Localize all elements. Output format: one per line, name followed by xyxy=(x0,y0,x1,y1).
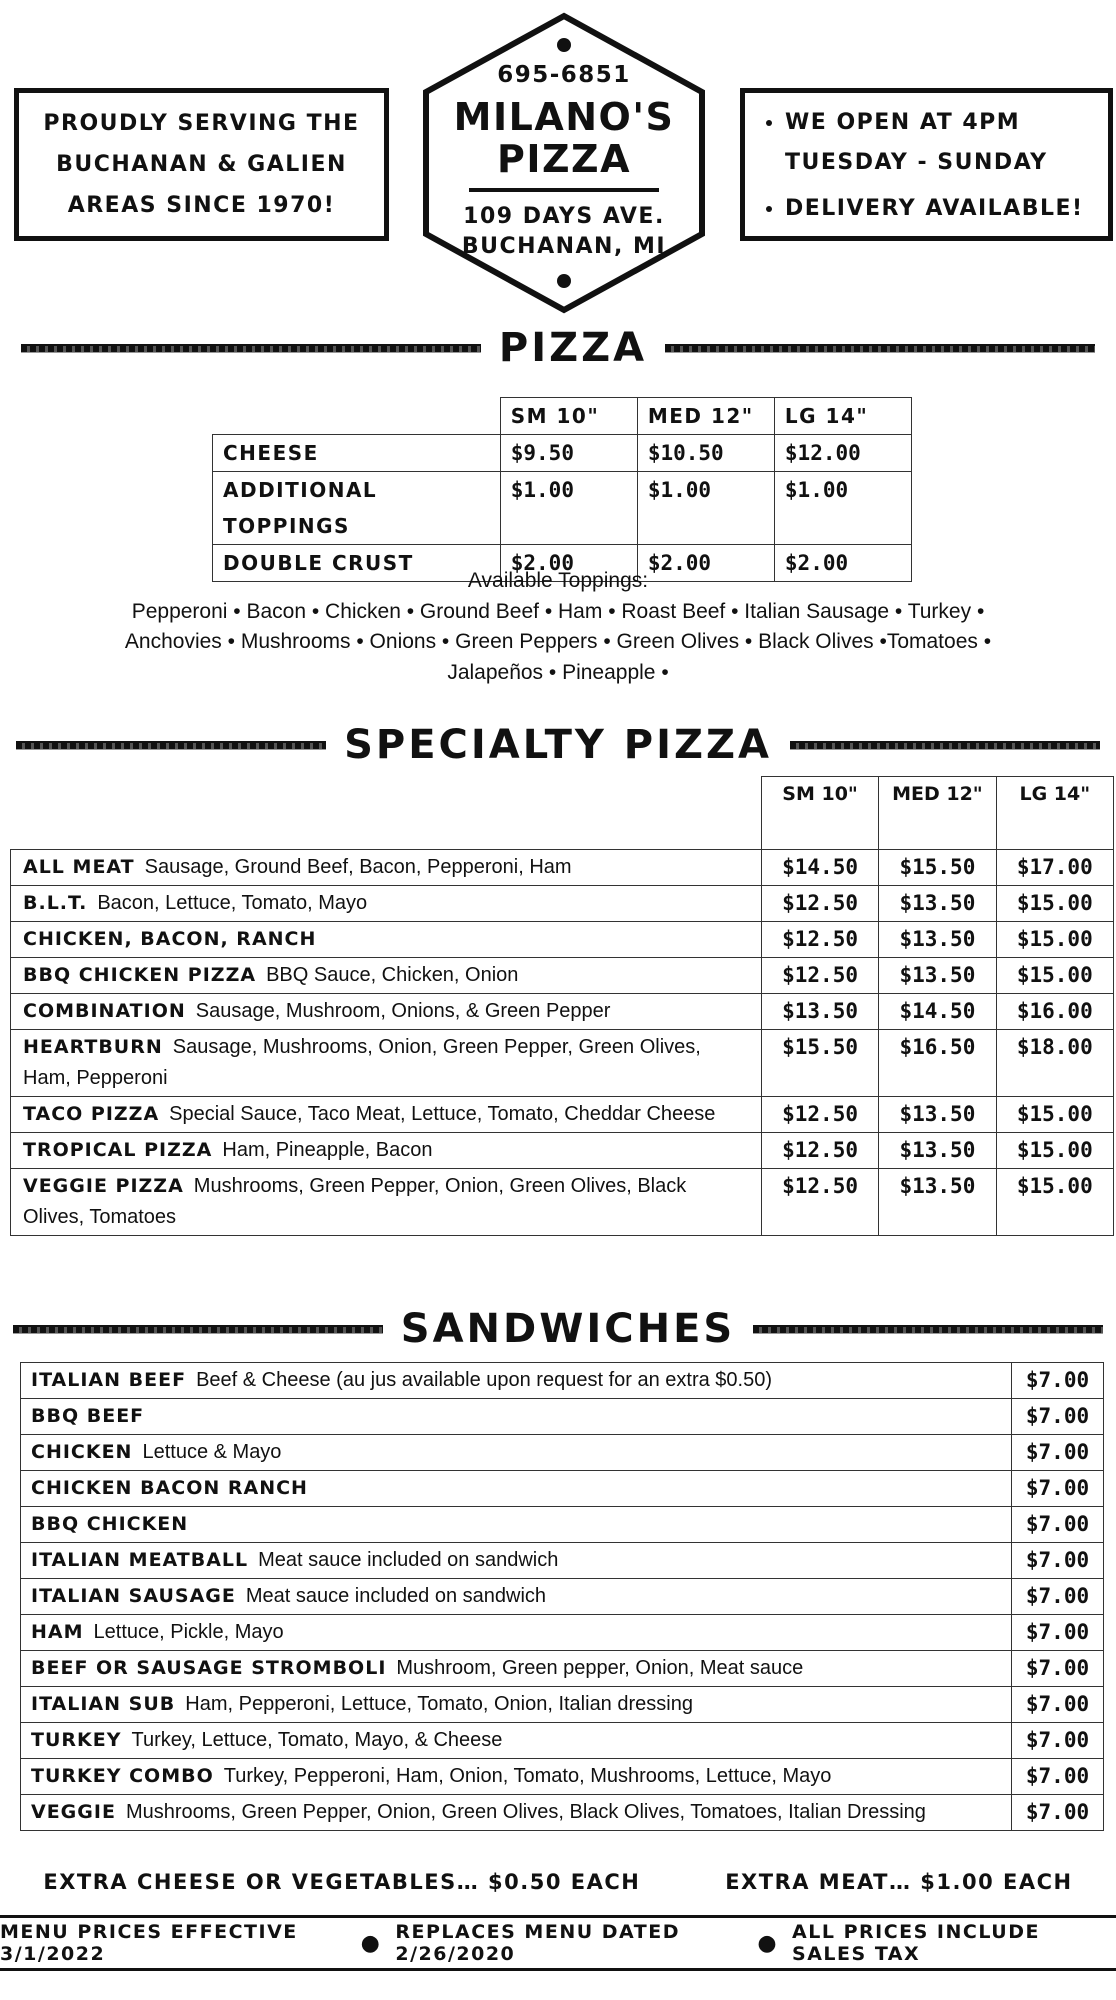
size-header: LG 14" xyxy=(996,777,1113,850)
item-name: ITALIAN MEATBALL xyxy=(31,1549,249,1571)
size-header: SM 10" xyxy=(500,398,637,435)
empty-cell xyxy=(213,398,501,435)
table-row xyxy=(11,1169,1114,1236)
price: $7.00 xyxy=(1012,1759,1104,1795)
table-row xyxy=(11,958,1114,994)
price: $15.50 xyxy=(761,1030,878,1097)
price: $12.50 xyxy=(761,922,878,958)
service-area-line: AREAS SINCE 1970! xyxy=(67,193,336,218)
table-row xyxy=(11,1133,1114,1169)
price: $2.00 xyxy=(637,545,774,582)
price: $13.50 xyxy=(879,958,996,994)
table-row xyxy=(21,1687,1104,1723)
price: $7.00 xyxy=(1012,1399,1104,1435)
price: $7.00 xyxy=(1012,1795,1104,1831)
item-description: Turkey, Pepperoni, Ham, Onion, Tomato, Mushrooms, Lettuce, Mayo xyxy=(223,1765,832,1787)
price: $16.50 xyxy=(879,1030,996,1097)
item-description: Sausage, Mushroom, Onions, & Green Pepper xyxy=(195,1000,611,1022)
bullet-icon: ● xyxy=(757,1930,779,1956)
price: $1.00 xyxy=(500,472,637,545)
replaces-date: REPLACES MENU DATED 2/26/2020 xyxy=(395,1921,680,1965)
hours-item: • WE OPEN AT 4PM TUESDAY - SUNDAY xyxy=(785,103,1094,183)
item-description: Meat sauce included on sandwich xyxy=(245,1585,547,1607)
footer-bar xyxy=(0,1915,1116,1971)
price: $12.50 xyxy=(761,1097,878,1133)
item-name: COMBINATION xyxy=(23,1000,186,1022)
logo-divider xyxy=(469,188,659,192)
divider xyxy=(753,1325,1103,1334)
price: $2.00 xyxy=(774,545,911,582)
price: $13.50 xyxy=(761,994,878,1030)
table-row xyxy=(11,1030,1114,1097)
item-description: Sausage, Mushrooms, Onion, Green Pepper, Green Olives, Ham, Pepperoni xyxy=(23,1036,701,1089)
size-header: LG 14" xyxy=(774,398,911,435)
price: $12.50 xyxy=(761,958,878,994)
price: $12.00 xyxy=(774,435,911,472)
toppings-line: Pepperoni • Bacon • Chicken • Ground Beef • Ham • Roast Beef • Italian Sausage • Turkey • xyxy=(131,599,985,623)
toppings-line: Jalapeños • Pineapple • xyxy=(447,660,669,684)
table-row xyxy=(11,922,1114,958)
item-name: HEARTBURN xyxy=(23,1036,163,1058)
item-description: Bacon, Lettuce, Tomato, Mayo xyxy=(97,892,368,914)
table-row xyxy=(21,1723,1104,1759)
pizza-price-table xyxy=(212,397,912,582)
item-name: ITALIAN SUB xyxy=(31,1693,176,1715)
item-description: Lettuce & Mayo xyxy=(142,1441,282,1463)
price: $7.00 xyxy=(1012,1435,1104,1471)
logo-badge xyxy=(422,12,706,314)
table-row xyxy=(21,1615,1104,1651)
item-name: CHICKEN BACON RANCH xyxy=(31,1477,308,1499)
price: $12.50 xyxy=(761,1133,878,1169)
item-name: HAM xyxy=(31,1621,84,1643)
item-name: CHICKEN, BACON, RANCH xyxy=(23,928,317,950)
price: $16.00 xyxy=(996,994,1113,1030)
item-description: Lettuce, Pickle, Mayo xyxy=(93,1621,284,1643)
extra-meat-note: EXTRA MEAT… $1.00 EACH xyxy=(725,1870,1073,1894)
divider xyxy=(13,1325,383,1334)
price: $13.50 xyxy=(879,1133,996,1169)
price: $7.00 xyxy=(1012,1471,1104,1507)
item-description: Turkey, Lettuce, Tomato, Mayo, & Cheese xyxy=(131,1729,503,1751)
price: $15.00 xyxy=(996,922,1113,958)
divider xyxy=(16,741,326,750)
price: $14.50 xyxy=(761,850,878,886)
table-row xyxy=(21,1759,1104,1795)
item-name: BBQ CHICKEN PIZZA xyxy=(23,964,257,986)
restaurant-name-line: MILANO'S xyxy=(453,95,675,139)
address-line: BUCHANAN, MI xyxy=(461,234,667,259)
section-heading: PIZZA xyxy=(498,325,648,371)
table-row xyxy=(21,1363,1104,1399)
price: $12.50 xyxy=(761,886,878,922)
table-row xyxy=(11,850,1114,886)
item-name: VEGGIE xyxy=(31,1801,116,1823)
price: $15.00 xyxy=(996,886,1113,922)
price: $7.00 xyxy=(1012,1687,1104,1723)
price: $13.50 xyxy=(879,1169,996,1236)
table-row xyxy=(21,1579,1104,1615)
extra-cheese-note: EXTRA CHEESE OR VEGETABLES… $0.50 EACH xyxy=(43,1870,641,1894)
price: $1.00 xyxy=(774,472,911,545)
table-row xyxy=(11,886,1114,922)
price: $7.00 xyxy=(1012,1723,1104,1759)
item-description: Beef & Cheese (au jus available upon request for an extra $0.50) xyxy=(196,1369,772,1391)
table-row xyxy=(21,1471,1104,1507)
delivery-item: • DELIVERY AVAILABLE! xyxy=(785,189,1094,229)
address xyxy=(422,202,706,262)
price: $17.00 xyxy=(996,850,1113,886)
table-row xyxy=(11,1097,1114,1133)
service-area-line: PROUDLY SERVING THE xyxy=(43,111,360,136)
toppings-line: Anchovies • Mushrooms • Onions • Green Peppers • Green Olives • Black Olives •Tomatoes • xyxy=(124,630,992,653)
price: $15.00 xyxy=(996,1133,1113,1169)
table-row xyxy=(11,994,1114,1030)
table-row xyxy=(21,1507,1104,1543)
phone-number[interactable]: 695-6851 xyxy=(497,62,631,88)
table-row xyxy=(21,1399,1104,1435)
item-name: CHEESE xyxy=(213,435,501,472)
size-header: MED 12" xyxy=(637,398,774,435)
price: $13.50 xyxy=(879,1097,996,1133)
tax-note: ALL PRICES INCLUDE SALES TAX xyxy=(792,1921,1040,1965)
item-name: BBQ CHICKEN xyxy=(31,1513,189,1535)
service-area-box xyxy=(14,88,389,241)
table-row xyxy=(213,435,912,472)
effective-date: MENU PRICES EFFECTIVE 3/1/2022 xyxy=(0,1921,298,1965)
item-description: Sausage, Ground Beef, Bacon, Pepperoni, Ham xyxy=(144,856,572,878)
extras-line xyxy=(0,1870,1116,1894)
item-name: DOUBLE CRUST xyxy=(213,545,501,582)
table-row xyxy=(21,1651,1104,1687)
item-name: ADDITIONAL TOPPINGS xyxy=(213,472,501,545)
item-name: ALL MEAT xyxy=(23,856,135,878)
item-name: BEEF OR SAUSAGE STROMBOLI xyxy=(31,1657,387,1679)
item-name: TROPICAL PIZZA xyxy=(23,1139,213,1161)
item-name: BBQ BEEF xyxy=(31,1405,145,1427)
price: $9.50 xyxy=(500,435,637,472)
divider xyxy=(790,741,1100,750)
item-name: TACO PIZZA xyxy=(23,1103,160,1125)
item-description: Ham, Pineapple, Bacon xyxy=(222,1139,433,1161)
item-description: Mushrooms, Green Pepper, Onion, Green Olives, Black Olives, Tomatoes, Italian Dressing xyxy=(125,1801,926,1823)
price: $12.50 xyxy=(761,1169,878,1236)
section-heading: SANDWICHES xyxy=(400,1306,736,1352)
empty-cell xyxy=(11,777,762,850)
price: $13.50 xyxy=(879,886,996,922)
price: $7.00 xyxy=(1012,1615,1104,1651)
divider xyxy=(21,344,481,353)
item-description: Mushroom, Green pepper, Onion, Meat sauce xyxy=(396,1657,804,1679)
toppings-list xyxy=(30,566,1086,688)
price: $7.00 xyxy=(1012,1507,1104,1543)
table-row xyxy=(21,1795,1104,1831)
item-name: B.L.T. xyxy=(23,892,88,914)
item-name: TURKEY COMBO xyxy=(31,1765,214,1787)
price: $7.00 xyxy=(1012,1543,1104,1579)
price: $15.50 xyxy=(879,850,996,886)
price: $13.50 xyxy=(879,922,996,958)
price: $10.50 xyxy=(637,435,774,472)
size-header: MED 12" xyxy=(879,777,996,850)
item-name: ITALIAN BEEF xyxy=(31,1369,187,1391)
toppings-heading: Available Toppings: xyxy=(467,569,649,592)
price: $7.00 xyxy=(1012,1651,1104,1687)
restaurant-name xyxy=(422,96,706,180)
price: $2.00 xyxy=(500,545,637,582)
price: $18.00 xyxy=(996,1030,1113,1097)
item-description: Meat sauce included on sandwich xyxy=(258,1549,559,1571)
size-header: SM 10" xyxy=(761,777,878,850)
table-row xyxy=(213,472,912,545)
specialty-section-title xyxy=(0,722,1116,768)
price: $15.00 xyxy=(996,958,1113,994)
bullet-icon: ● xyxy=(360,1930,382,1956)
specialty-price-table xyxy=(10,776,1114,1236)
divider xyxy=(665,344,1095,353)
price: $15.00 xyxy=(996,1169,1113,1236)
pizza-section-title xyxy=(0,325,1116,371)
table-row xyxy=(21,1543,1104,1579)
price: $14.50 xyxy=(879,994,996,1030)
price: $1.00 xyxy=(637,472,774,545)
price: $15.00 xyxy=(996,1097,1113,1133)
item-description: Ham, Pepperoni, Lettuce, Tomato, Onion, Italian dressing xyxy=(185,1693,693,1715)
section-heading: SPECIALTY PIZZA xyxy=(344,722,772,768)
item-description: Mushrooms, Green Pepper, Onion, Green Olives, Black Olives, Tomatoes xyxy=(23,1175,687,1228)
hours-box xyxy=(740,88,1113,241)
item-description: Special Sauce, Taco Meat, Lettuce, Tomato, Cheddar Cheese xyxy=(169,1103,716,1125)
restaurant-name-line: PIZZA xyxy=(496,137,631,181)
sandwiches-price-table xyxy=(20,1362,1104,1831)
price: $7.00 xyxy=(1012,1363,1104,1399)
item-name: TURKEY xyxy=(31,1729,122,1751)
service-area-line: BUCHANAN & GALIEN xyxy=(56,152,347,177)
price: $7.00 xyxy=(1012,1579,1104,1615)
sandwiches-section-title xyxy=(0,1306,1116,1352)
item-name: VEGGIE PIZZA xyxy=(23,1175,184,1197)
table-row xyxy=(21,1435,1104,1471)
item-description: BBQ Sauce, Chicken, Onion xyxy=(266,964,519,986)
item-name: CHICKEN xyxy=(31,1441,133,1463)
address-line: 109 DAYS AVE. xyxy=(463,204,665,229)
item-name: ITALIAN SAUSAGE xyxy=(31,1585,236,1607)
